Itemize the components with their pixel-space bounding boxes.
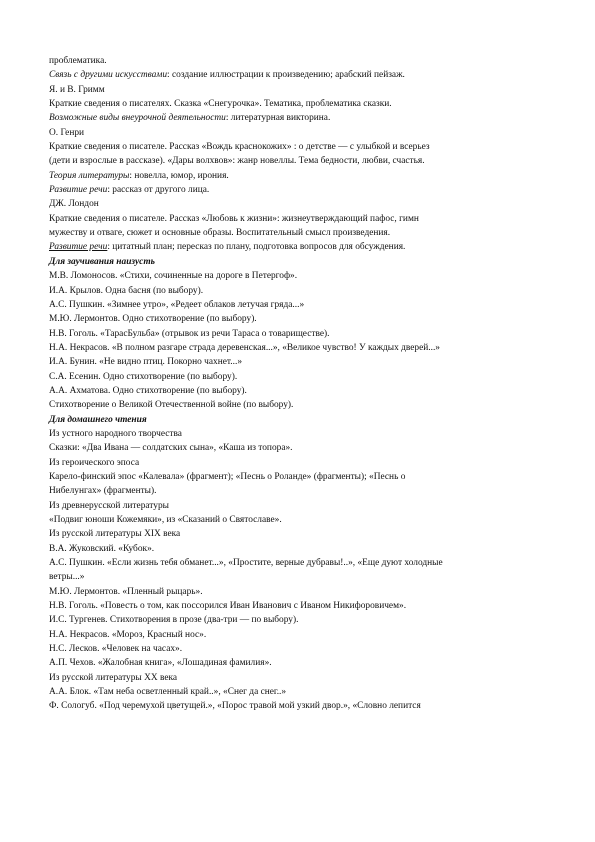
text-line xyxy=(49,599,554,613)
text-run: А.А. Ахматова. Одно стихотворение (по выбору). xyxy=(49,385,247,396)
text-run: Стихотворение о Великой Отечественной войне (по выбору). xyxy=(49,400,294,411)
text-line xyxy=(49,54,554,68)
text-line xyxy=(49,126,554,140)
text-line xyxy=(49,298,554,312)
text-run: ветры...» xyxy=(49,572,85,583)
text-run: И.А. Бунин. «Не видно птиц. Покорно чахнет...» xyxy=(49,357,243,368)
text-run: О. Генри xyxy=(49,127,85,138)
text-run: ДЖ. Лондон xyxy=(49,199,99,210)
text-line xyxy=(49,183,554,197)
text-run: Карело-финский эпос «Калевала» (фрагмент); «Песнь о Роланде» (фрагменты); «Песнь о xyxy=(49,471,406,482)
text-run: А.С. Пушкин. «Если жизнь тебя обманет...», «Простите, верные дубравы!..», «Еще дуют холодные xyxy=(49,558,443,569)
styled-text-run: Развитие речи xyxy=(49,242,108,253)
text-run: : создание иллюстрации к произведению; арабский пейзаж. xyxy=(167,70,405,81)
text-run: Из русской литературы XIX века xyxy=(49,529,181,540)
text-run: Из древнерусской литературы xyxy=(49,500,169,511)
text-run: М.Ю. Лермонтов. Одно стихотворение (по выбору). xyxy=(49,314,257,325)
text-line xyxy=(49,341,554,355)
text-run: Н.В. Гоголь. «ТарасБульба» (отрывок из речи Тараса о товариществе). xyxy=(49,328,330,339)
text-line xyxy=(49,656,554,670)
text-line xyxy=(49,370,554,384)
text-line xyxy=(49,570,554,584)
text-run: И.А. Крылов. Одна басня (по выбору). xyxy=(49,285,204,296)
text-run: проблематика. xyxy=(49,56,107,66)
text-line xyxy=(49,441,554,455)
text-line xyxy=(49,456,554,470)
text-run: Из русской литературы XX века xyxy=(49,672,178,683)
text-line xyxy=(49,154,554,168)
text-run: Н.В. Гоголь. «Повесть о том, как поссорился Иван Иванович с Иваном Никифоровичем». xyxy=(49,601,407,612)
text-line xyxy=(49,484,554,498)
text-line xyxy=(49,413,554,427)
text-run: Из устного народного творчества xyxy=(49,428,182,439)
text-run: А.П. Чехов. «Жалобная книга», «Лошадиная фамилия». xyxy=(49,658,272,669)
text-line xyxy=(49,140,554,154)
text-run: Краткие сведения о писателе. Рассказ «Любовь к жизни»: жизнеутверждающий пафос, гимн xyxy=(49,213,419,224)
text-run: : новелла, юмор, ирония. xyxy=(129,170,229,181)
text-run: : цитатный план; пересказ по плану, подготовка вопросов для обсуждения. xyxy=(107,242,406,253)
text-line xyxy=(49,269,554,283)
text-line xyxy=(49,384,554,398)
text-line xyxy=(49,212,554,226)
text-line xyxy=(49,556,554,570)
text-run: А.С. Пушкин. «Зимнее утро», «Редеет облаков летучая гряда...» xyxy=(49,299,305,310)
text-line xyxy=(49,398,554,412)
styled-text-run: Связь с другими искусствами xyxy=(49,70,168,81)
text-run: Н.С. Лесков. «Человек на часах». xyxy=(49,644,183,655)
text-run: А.А. Блок. «Там неба осветленный край..», «Снег да снег..» xyxy=(49,687,287,698)
text-run: Сказки: «Два Ивана — солдатских сына», «Каша из топора». xyxy=(49,443,293,454)
text-run: Краткие сведения о писателе. Рассказ «Вождь краснокожих» : о детстве — с улыбкой и всерьез xyxy=(49,142,430,153)
styled-text-run: Возможные виды внеурочной деятельности xyxy=(49,113,226,124)
text-line xyxy=(49,527,554,541)
text-line xyxy=(49,671,554,685)
text-run: Из героического эпоса xyxy=(49,457,140,468)
text-line xyxy=(49,68,554,82)
text-run: М.В. Ломоносов. «Стихи, сочиненные на дороге в Петергоф». xyxy=(49,271,298,282)
text-line xyxy=(49,327,554,341)
text-line xyxy=(49,111,554,125)
text-run: В.А. Жуковский. «Кубок». xyxy=(49,543,155,554)
text-line xyxy=(49,628,554,642)
text-line xyxy=(49,427,554,441)
text-line xyxy=(49,97,554,111)
text-line xyxy=(49,685,554,699)
text-run: : рассказ от другого лица. xyxy=(107,185,210,196)
text-line xyxy=(49,642,554,656)
styled-text-run: Развитие речи xyxy=(49,185,108,196)
text-run: И.С. Тургенев. Стихотворения в прозе (два-три — по выбору). xyxy=(49,615,299,626)
text-line xyxy=(49,499,554,513)
text-run: С.А. Есенин. Одно стихотворение (по выбору). xyxy=(49,371,238,382)
text-run: М.Ю. Лермонтов. «Пленный рыцарь». xyxy=(49,586,203,597)
text-run: : литературная викторина. xyxy=(225,113,331,124)
text-line xyxy=(49,226,554,240)
text-line xyxy=(49,542,554,556)
text-run: «Подвиг юноши Кожемяки», из «Сказаний о Святославе». xyxy=(49,515,282,525)
text-run: Я. и В. Гримм xyxy=(49,84,105,95)
text-line xyxy=(49,470,554,484)
text-run: (дети и взрослые в рассказе). «Дары волхвов»: жанр новеллы. Тема бедности, любви, счастья. xyxy=(49,156,425,167)
text-line xyxy=(49,169,554,183)
text-line xyxy=(49,513,554,527)
styled-text-run: Для заучивания наизусть xyxy=(49,256,155,267)
styled-text-run: Теория литературы xyxy=(49,170,130,181)
text-line xyxy=(49,284,554,298)
document-body xyxy=(49,54,554,714)
text-line xyxy=(49,585,554,599)
text-run: Краткие сведения о писателях. Сказка «Снегурочка». Тематика, проблематика сказки. xyxy=(49,99,392,110)
text-run: Н.А. Некрасов. «В полном разгаре страда деревенская...», «Великое чувство! У каждых дверей...» xyxy=(49,342,440,353)
styled-text-run: Для домашнего чтения xyxy=(49,414,147,425)
text-line xyxy=(49,355,554,369)
text-run: мужеству и отваге, сюжет и основные образы. Воспитательный смысл произведения. xyxy=(49,228,391,239)
text-line xyxy=(49,197,554,211)
text-run: Н.А. Некрасов. «Мороз, Красный нос». xyxy=(49,629,207,640)
text-line xyxy=(49,312,554,326)
text-run: Ф. Сологуб. «Под черемухой цветущей.», «Порос травой мой узкий двор.», «Словно лепится xyxy=(49,701,421,712)
text-line xyxy=(49,240,554,254)
text-line xyxy=(49,699,554,713)
text-line xyxy=(49,83,554,97)
text-run: Нибелунгах» (фрагменты). xyxy=(49,486,157,497)
text-line xyxy=(49,255,554,269)
text-line xyxy=(49,613,554,627)
